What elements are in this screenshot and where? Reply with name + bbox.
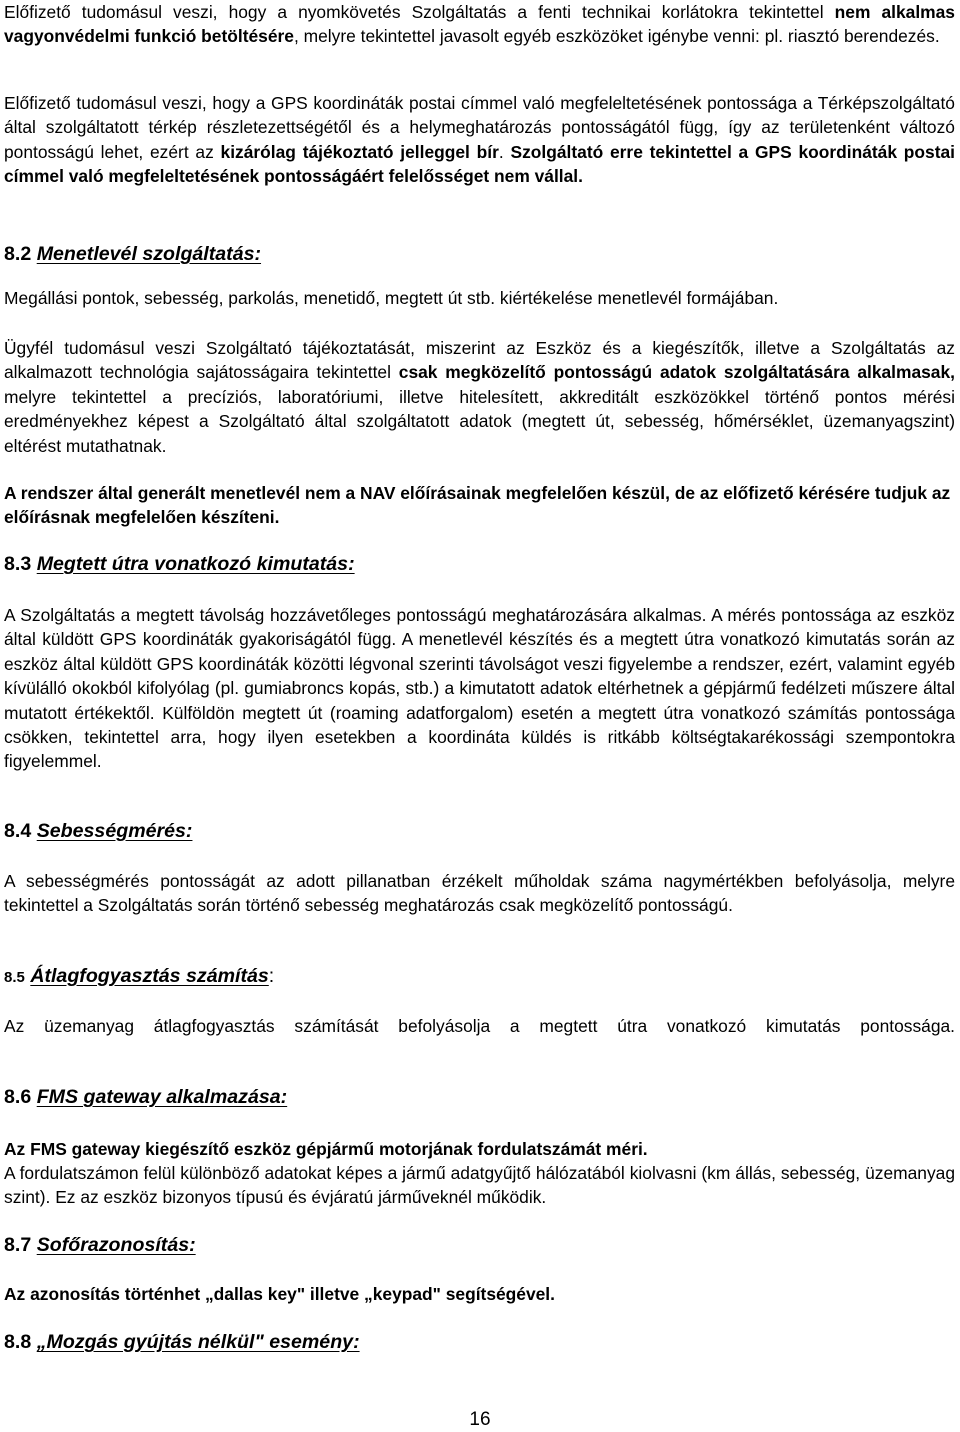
section-heading-8-5 <box>4 964 274 990</box>
section-number: 8.8 <box>4 1331 32 1353</box>
bold-run: A rendszer által generált menetlevél nem a NAV előírásainak megfelelően készül, de az előfizető kérésére tudjuk az előírásnak megfelelően készíteni. <box>4 483 951 528</box>
section-heading-8-7 <box>4 1233 196 1257</box>
text-run: , melyre tekintettel javasolt egyéb eszközöket igénybe venni: pl. riasztó berendezés. <box>293 26 940 47</box>
bold-run: alkalmas vagyonvédelmi funkció betöltésére <box>4 2 955 47</box>
section-number: 8.3 <box>4 553 32 575</box>
text-run: Előfizető tudomásul veszi, hogy a GPS koordináták postai címmel való megfeleltetésének pontossága <box>4 93 798 113</box>
bold-run: Az azonosítás történhet „dallas key" illetve „keypad" segítségével. <box>4 1284 555 1304</box>
section-heading-8-3 <box>4 552 355 576</box>
paragraph-driver-id <box>4 1282 955 1306</box>
section-colon: : <box>268 965 275 987</box>
text-run: melyre tekintettel a precíziós, laboratóriumi, illetve hitelesített, akkreditált eszközökkel történő pontos mérési eredményekhez képest a Szolgáltató által szolgáltatott adatok (megtett út, sebesség, hőmérséklet, üzemanyagszint) eltérést mutathatnak. <box>4 386 955 456</box>
bold-run: Szolgáltató erre tekintettel a GPS koordináták postai címmel való megfeleltetésének pontosságáért felelősséget nem vállal. <box>4 141 955 187</box>
section-heading-8-6 <box>4 1085 287 1109</box>
section-heading-8-8 <box>4 1330 360 1354</box>
section-title: FMS gateway alkalmazása: <box>36 1086 288 1108</box>
section-title: Átlagfogyasztás számítás <box>30 965 269 987</box>
text-run: függ, így az területenként változó pontosságú lehet, ezért az <box>4 117 955 162</box>
paragraph-speed: A sebességmérés pontosságát az adott pillanatban érzékelt műholdak száma nagymértékben befolyásolja, melyre tekintettel a Szolgáltatás során történő sebesség meghatározás csak megközelítő pontosságú. <box>4 871 955 916</box>
section-title: „Mozgás gyújtás nélkül" esemény: <box>36 1331 360 1353</box>
bold-run: nem <box>834 2 871 22</box>
paragraph-nav-notice <box>4 481 955 530</box>
bold-run: csak megközelítő pontosságú adatok szolgáltatására alkalmasak, <box>398 362 955 383</box>
section-number: 8.5 <box>4 969 25 986</box>
section-number: 8.6 <box>4 1086 32 1108</box>
paragraph-intro <box>4 0 955 49</box>
text-run: Ügyfél tudomásul veszi Szolgáltató tájékoztatását, miszerint az Eszköz és a kiegészítők, illetve a Szolgáltatás az alkalmazott technológia sajátosságaira tekintettel <box>4 338 955 383</box>
paragraph-gps-address <box>4 91 955 189</box>
paragraph-accuracy-notice <box>4 336 955 458</box>
section-number: 8.2 <box>4 243 32 265</box>
section-title: Megtett útra vonatkozó kimutatás: <box>36 553 355 575</box>
section-heading-8-4 <box>4 819 192 843</box>
text-run: a Térképszolgáltató által szolgáltatott térkép részletezettségétől és a helymeghatározás pontosságától <box>4 93 955 138</box>
paragraph-distance-report: A Szolgáltatás a megtett távolság hozzávetőleges pontosságú meghatározására alkalmas. A mérés pontossága az eszköz által küldött GPS koordináták gyakoriságától függ. A menetlevél készítés és a megtett útra vonatkozó kimutatás során az eszköz által küldött GPS koordináták közötti légvonal szerinti távolságot veszi figyelembe a rendszer, ezért, valamint egyéb kívülálló okokból kifolyólag (pl. gumiabroncs kopás, stb.) a kimutatott adatok eltérhetnek a gépjármű fedélzeti műszere által mutatott értékektől. Külföldön megtett út (roaming adatforgalom) esetén a megtett útra vonatkozó számítás pontossága csökken, tekintettel arra, hogy ilyen esetekben a koordináta küldés is ritkább költségtakarékossági szempontokra figyelemmel. <box>4 605 955 772</box>
bold-run: Az FMS gateway kiegészítő eszköz gépjármű motorjának fordulatszámát méri. <box>4 1139 648 1159</box>
section-title: Sofőrazonosítás: <box>36 1234 196 1256</box>
section-number: 8.7 <box>4 1234 32 1256</box>
page-number: 16 <box>469 1409 491 1430</box>
section-number: 8.4 <box>4 820 32 842</box>
text-run: . <box>498 141 504 162</box>
paragraph-fms: A fordulatszámon felül különböző adatokat képes a jármű adatgyűjtő hálózatából kiolvasni (km állás, sebesség, üzemanyag szint). Ez az eszköz bizonyos típusú és évjáratú járműveknél működik. <box>4 1163 955 1208</box>
section-title: Sebességmérés: <box>36 820 193 842</box>
paragraph-fms-bold <box>4 1137 955 1161</box>
section-title: Menetlevél szolgáltatás: <box>36 243 262 265</box>
paragraph-trip-log: Megállási pontok, sebesség, parkolás, menetidő, megtett út stb. kiértékelése menetlevél formájában. <box>4 288 779 308</box>
text-run: Előfizető tudomásul veszi, hogy a nyomkövetés Szolgáltatás a fenti technikai korlátokra tekintettel <box>4 2 835 22</box>
bold-run: kizárólag tájékoztató jelleggel bír <box>220 141 499 162</box>
section-heading-8-2 <box>4 242 261 266</box>
paragraph-consumption: Az üzemanyag átlagfogyasztás számítását befolyásolja a megtett útra vonatkozó kimutatás pontossága. <box>4 1016 955 1036</box>
